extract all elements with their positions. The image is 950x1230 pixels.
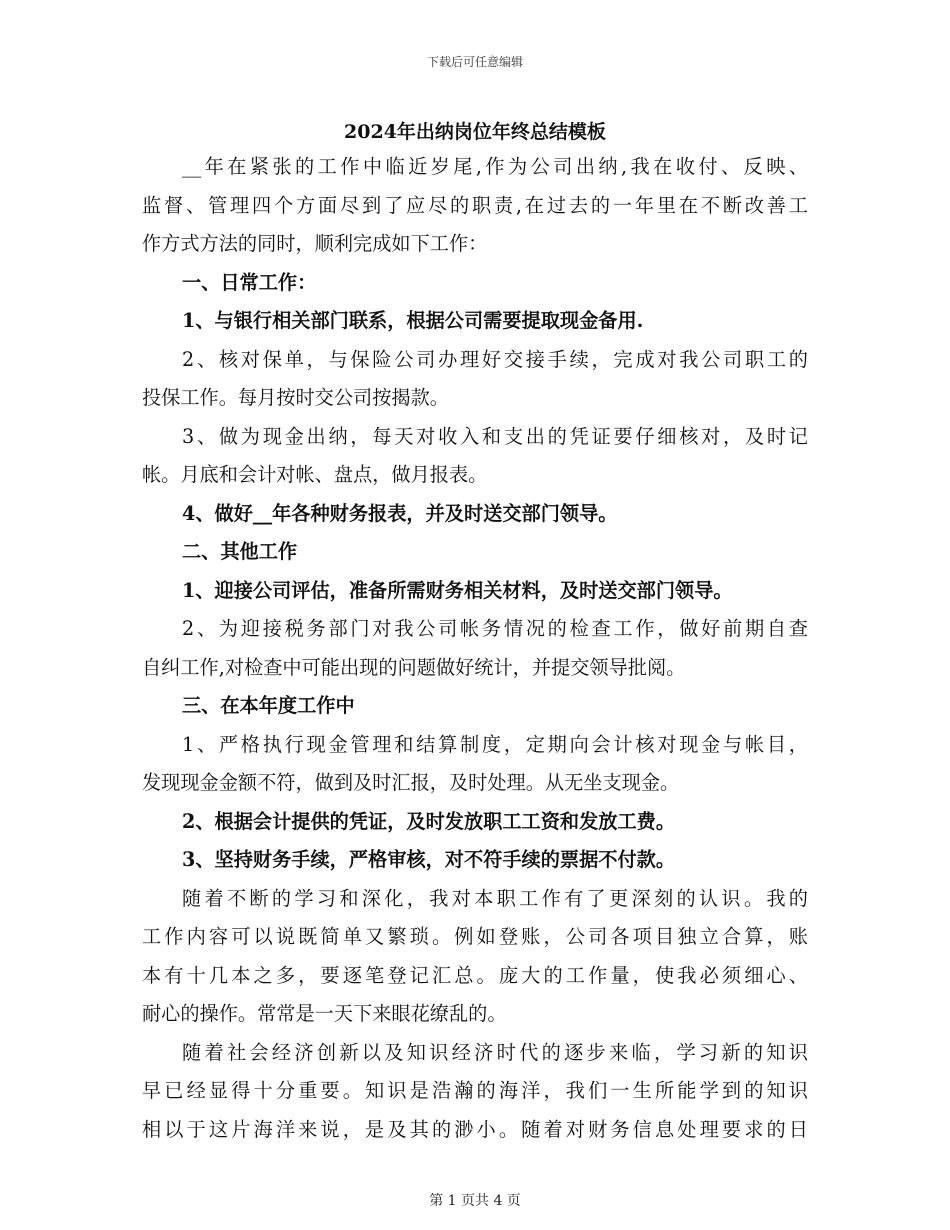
text-line: 2、为迎接税务部门对我公司帐务情况的检查工作，做好前期自查 xyxy=(182,617,808,640)
text-line: 发现现金金额不符，做到及时汇报，及时处理。从无坐支现金。 xyxy=(142,771,680,794)
text-line: __年在紧张的工作中临近岁尾,作为公司出纳,我在收付、反映、 xyxy=(182,155,808,178)
text-line: 3、做为现金出纳，每天对收入和支出的凭证要仔细核对，及时记 xyxy=(182,424,808,448)
text-line: 3、坚持财务手续，严格审核，对不符手续的票据不付款。 xyxy=(182,848,676,871)
text-line: 相以于这片海洋来说，是及其的渺小。随着对财务信息处理要求的日 xyxy=(142,1117,808,1141)
text-line: 本有十几本之多，要逐笔登记汇总。庞大的工作量，使我必须细心、 xyxy=(142,963,808,987)
text-line: 1、与银行相关部门联系，根据公司需要提取现金备用. xyxy=(182,309,644,332)
text-line: 1、严格执行现金管理和结算制度，定期向会计核对现金与帐目， xyxy=(182,732,808,756)
text-line: 一、日常工作： xyxy=(182,270,317,294)
text-line: 作方式方法的同时，顺利完成如下工作： xyxy=(142,232,488,255)
text-line: 4、做好__年各种财务报表，并及时送交部门领导。 xyxy=(182,501,618,525)
document-body xyxy=(142,148,808,1149)
text-line: 2、根据会计提供的凭证，及时发放职工工资和发放工费。 xyxy=(182,809,676,833)
text-line: 1、迎接公司评估，准备所需财务相关材料，及时送交部门领导。 xyxy=(182,578,733,602)
text-line: 二、其他工作 xyxy=(182,540,298,563)
text-line: 帐。月底和会计对帐、盘点，做月报表。 xyxy=(142,463,488,486)
text-line: 监督、管理四个方面尽到了应尽的职责,在过去的一年里在不断改善工 xyxy=(142,193,808,217)
text-line: 三、在本年度工作中 xyxy=(182,694,355,717)
text-line: 投保工作。每月按时交公司按揭款。 xyxy=(142,386,449,409)
document-title: 2024年出纳岗位年终总结模板 xyxy=(344,121,606,143)
page-footer: 第 1 页共 4 页 xyxy=(429,1193,521,1209)
text-line: 自纠工作,对检查中可能出现的问题做好统计，并提交领导批阅。 xyxy=(142,655,686,679)
text-line: 随着社会经济创新以及知识经济时代的逐步来临，学习新的知识 xyxy=(182,1040,808,1064)
header-note: 下载后可任意编辑 xyxy=(426,55,523,69)
text-line: 2、核对保单，与保险公司办理好交接手续，完成对我公司职工的 xyxy=(182,347,808,371)
text-line: 早已经显得十分重要。知识是浩瀚的海洋，我们一生所能学到的知识 xyxy=(142,1079,808,1102)
text-line: 工作内容可以说既简单又繁琐。例如登账，公司各项目独立合算，账 xyxy=(142,925,808,948)
text-line: 随着不断的学习和深化，我对本职工作有了更深刻的认识。我的 xyxy=(182,886,808,910)
text-line: 耐心的操作。常常是一天下来眼花缭乱的。 xyxy=(142,1002,507,1025)
